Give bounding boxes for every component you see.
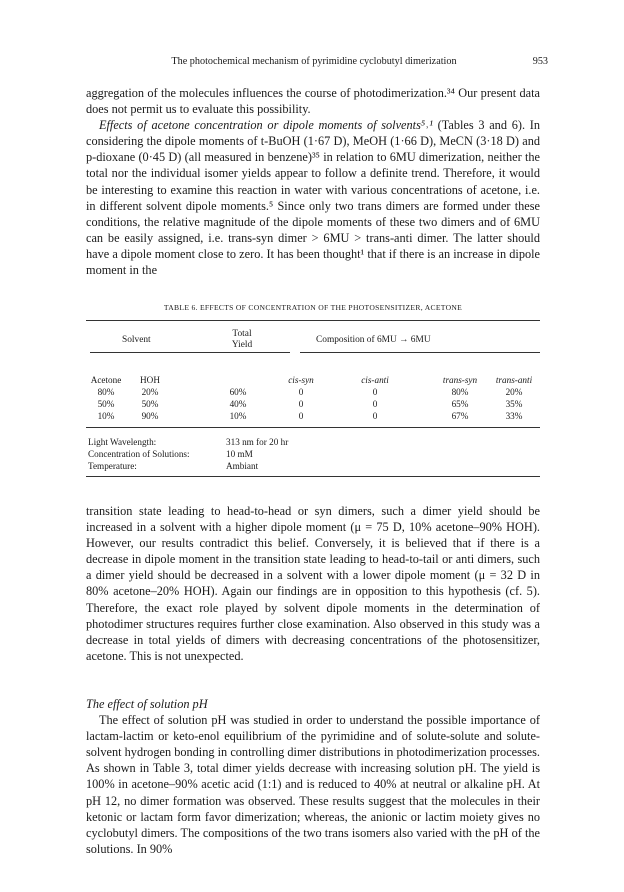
section-run-in-title: Effects of acetone concentration or dipole moments of solvents⁵˒¹ bbox=[99, 118, 433, 133]
cell-trans-anti: 35% bbox=[505, 399, 523, 409]
cell-cis-syn: 0 bbox=[298, 387, 304, 397]
condition-value: Ambiant bbox=[226, 461, 259, 471]
table-bottom-rule bbox=[86, 476, 540, 477]
paragraph-dipole bbox=[86, 117, 540, 278]
table-reference: (Tables 3 and 6). bbox=[432, 118, 526, 133]
cell-hoh: 50% bbox=[141, 399, 159, 409]
cell-total-yield: 60% bbox=[229, 387, 247, 397]
cell-cis-anti: 0 bbox=[372, 387, 378, 397]
cell-trans-syn: 80% bbox=[451, 387, 469, 397]
running-header bbox=[88, 56, 548, 70]
cell-trans-syn: 67% bbox=[451, 411, 469, 421]
header-subrule-left bbox=[90, 352, 290, 353]
cell-total-yield: 10% bbox=[229, 411, 247, 421]
col-header-total-line2: Yield bbox=[231, 340, 253, 350]
header-subrule-right bbox=[300, 352, 540, 353]
paragraph-dipole-continued: transition state leading to head-to-head or syn dimers, such a dimer yield should be increased in a solvent with a higher dipole moment (μ = 75 D, 10% acetone–90% HOH). However, our results contradict this belief. Conversely, it is believed that if there is a decrease in dipole moment in the transition state leading to head-to-tail or anti dimers, such a dimer yield should be decreased in a solvent with a lower dipole moment (μ = 32 D in 80% acetone–20% HOH). Again our findings are in opposition to this hypothesis (cf. 5). Therefore, the exact role played by solvent dipole moments in the determination of photodimer structures requires further close examination. Also observed in this study was a decrease in total yields of dimers with decreasing concentrations of the photosensitizer, acetone. This is not unexpected. bbox=[86, 504, 540, 663]
body-text-top bbox=[86, 85, 540, 278]
col-header-total-line1: Total bbox=[232, 329, 252, 339]
table-caption: TABLE 6. EFFECTS OF CONCENTRATION OF THE PHOTOSENSITIZER, ACETONE bbox=[163, 303, 463, 312]
sub-header-trans-syn: trans-syn bbox=[442, 375, 478, 385]
cell-hoh: 20% bbox=[141, 387, 159, 397]
sub-header-acetone: Acetone bbox=[90, 375, 122, 385]
cell-acetone: 80% bbox=[97, 387, 115, 397]
sub-header-trans-anti: trans-anti bbox=[495, 375, 533, 385]
cell-total-yield: 40% bbox=[229, 399, 247, 409]
condition-label: Temperature: bbox=[88, 461, 137, 471]
paragraph-continued: aggregation of the molecules influences the course of photodimerization.³⁴ Our present data does not permit us to evaluate this possibility. bbox=[86, 86, 540, 117]
table-mid-rule bbox=[86, 427, 540, 428]
cell-cis-syn: 0 bbox=[298, 411, 304, 421]
paragraph-dipole-text: In considering the dipole moments of t-BuOH (1·67 D), MeOH (1·66 D), MeCN (3·18 D) and p-dioxane (0·45 D) (all measured in benzene)³⁵ in relation to 6MU dimerization, neither the total nor the individual isomer yields appear to follow a definite trend. Therefore, it would be interesting to examine this reaction in water with various concentrations of acetone, i.e. in different solvent dipole moments.⁵ Since only two trans dimers are formed under these conditions, the relative magnitude of the dipole moments of these two dimers and of 6MU can be easily assigned, i.e. trans-syn dimer > 6MU > trans-anti dimer. The latter should have a dipole moment close to zero. It has been thought¹ that if there is an increase in dipole moment in the bbox=[86, 118, 540, 278]
cell-trans-anti: 20% bbox=[505, 387, 523, 397]
sub-header-cis-syn: cis-syn bbox=[288, 375, 314, 385]
col-header-solvent: Solvent bbox=[122, 335, 151, 345]
col-header-composition: Composition of 6MU → 6MU bbox=[316, 335, 431, 345]
cell-trans-anti: 33% bbox=[505, 411, 523, 421]
sub-header-hoh: HOH bbox=[140, 375, 160, 385]
cell-acetone: 10% bbox=[97, 411, 115, 421]
cell-trans-syn: 65% bbox=[451, 399, 469, 409]
section-heading-ph: The effect of solution pH bbox=[86, 697, 208, 711]
body-text-after-table bbox=[86, 503, 540, 664]
condition-label: Light Wavelength: bbox=[88, 437, 157, 447]
table-top-rule bbox=[86, 320, 540, 321]
cell-cis-syn: 0 bbox=[298, 399, 304, 409]
cell-cis-anti: 0 bbox=[372, 411, 378, 421]
condition-value: 10 mM bbox=[226, 449, 253, 459]
cell-hoh: 90% bbox=[141, 411, 159, 421]
col-header-total-yield bbox=[222, 329, 262, 351]
sub-header-cis-anti: cis-anti bbox=[361, 375, 389, 385]
running-title: The photochemical mechanism of pyrimidine cyclobutyl dimerization bbox=[171, 56, 457, 67]
condition-label: Concentration of Solutions: bbox=[88, 449, 190, 459]
cell-cis-anti: 0 bbox=[372, 399, 378, 409]
cell-acetone: 50% bbox=[97, 399, 115, 409]
condition-value: 313 nm for 20 hr bbox=[226, 437, 289, 447]
body-text-ph-section bbox=[86, 696, 540, 857]
paragraph-ph: The effect of solution pH was studied in order to understand the possible importance of lactam-lactim or keto-enol equilibrium of the pyrimidine and of solute-solute and solute-solvent hydrogen bonding in controlling dimer distributions in photodimerization processes. As shown in Table 3, total dimer yields decrease with increasing solution pH. The yield is 100% in acetone–90% acetic acid (1:1) and is reduced to 40% at neutral or alkaline pH. At pH 12, no dimer formation was observed. These results suggest that the molecules in their ketonic or lactam form favor dimerization; whereas, the anionic or lactim moiety gives no cyclobutyl dimers. The compositions of the two trans isomers also varied with the pH of the solutions. In 90% bbox=[86, 713, 540, 856]
page-number: 953 bbox=[532, 56, 548, 67]
